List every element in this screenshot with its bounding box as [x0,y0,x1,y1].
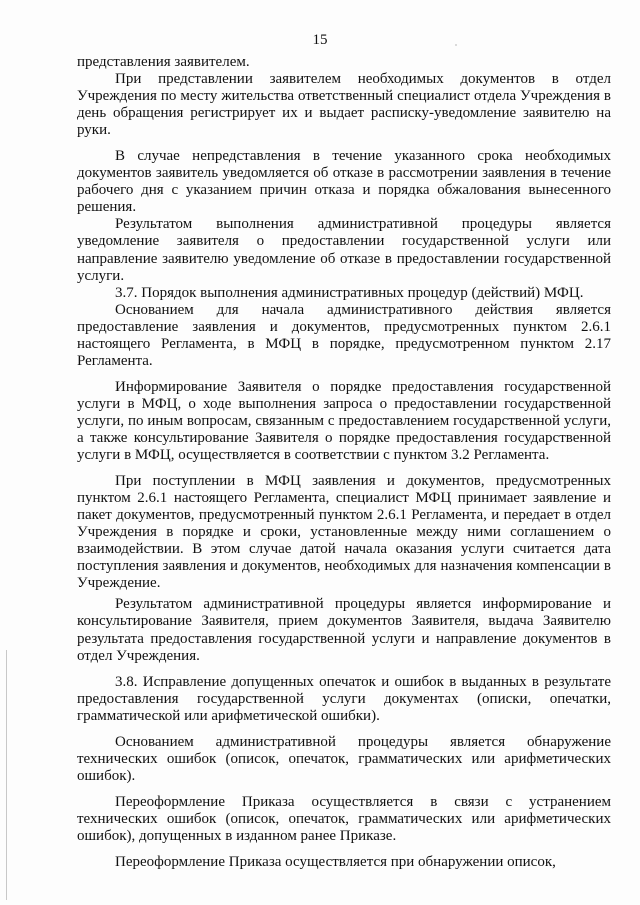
paragraph-mfc-procedure-result: Результатом административной процедуры является информирование и консультирование Заявителя, прием документов Заявителя, выдача Заявителю результата предоставления государственной услуги и направление документов в отдел Учреждения. [77,596,611,664]
section-heading-3-8: 3.8. Исправление допущенных опечаток и ошибок в выданных в результате предоставления государственной услуги документах (описки, опечатки, грамматической или арифметической ошибки). [77,673,611,724]
paragraph-order-reissue-continued: Переоформление Приказа осуществляется при обнаружении описок, [115,854,556,871]
paragraph-informing-applicant: Информирование Заявителя о порядке предоставления государственной услуги в МФЦ, о ходе выполнения запроса о предоставлении государственной услуги, по иным вопросам, связанным с предоставлением государственной услуги, а также консультирование Заявителя о порядке предоставления государственной услуги в МФЦ, осуществляется в соответствии с пунктом 3.2 Регламента. [77,378,611,464]
document-body [77,54,611,871]
paragraph-order-reissue: Переоформление Приказа осуществляется в связи с устранением технических ошибок (описок, опечаток, грамматических или арифметических ошибок), допущенных в изданном ранее Приказе. [77,793,611,844]
section-heading-3-7: 3.7. Порядок выполнения административных процедур (действий) МФЦ. [115,284,584,301]
paragraph-document-submission: При представлении заявителем необходимых документов в отдел Учреждения по месту жительства ответственный специалист отдела Учреждения в день обращения регистрирует их и выдает расписку-уведомление заявителю на руки. [77,71,611,139]
paragraph-basis-for-correction: Основанием административной процедуры является обнаружение технических ошибок (описок, опечаток, грамматических или арифметических ошибок). [77,733,611,784]
scan-margin-line [6,650,7,900]
scan-artifact [455,44,457,46]
paragraph-non-submission: В случае непредставления в течение указанного срока необходимых документов заявитель уведомляется об отказе в рассмотрении заявления в течение рабочего дня с указанием причин отказа и порядка обжалования вынесенного решения. [77,148,611,216]
page-number: 15 [312,32,328,48]
paragraph-receipt-in-mfc: При поступлении в МФЦ заявления и документов, предусмотренных пунктом 2.6.1 настоящего Регламента, специалист МФЦ принимает заявление и пакет документов, предусмотренный пунктом 2.6.1 Регламента, и передает в отдел Учреждения в порядке и сроки, установленные между ними соглашением о взаимодействии. В этом случае датой начала оказания услуги считается дата поступления заявления и документов, необходимых для назначения компенсации в Учреждение. [77,473,611,592]
paragraph-procedure-result: Результатом выполнения административной процедуры является уведомление заявителя о предоставлении государственной услуги или направление заявителю уведомление об отказе в предоставлении государственной услуги. [77,216,611,284]
paragraph-basis-for-action: Основанием для начала административного действия является предоставление заявления и документов, предусмотренных пунктом 2.6.1 настоящего Регламента, в МФЦ в порядке, предусмотренном пунктом 2.17 Регламента. [77,301,611,369]
paragraph-continuation: представления заявителем. [77,54,250,70]
